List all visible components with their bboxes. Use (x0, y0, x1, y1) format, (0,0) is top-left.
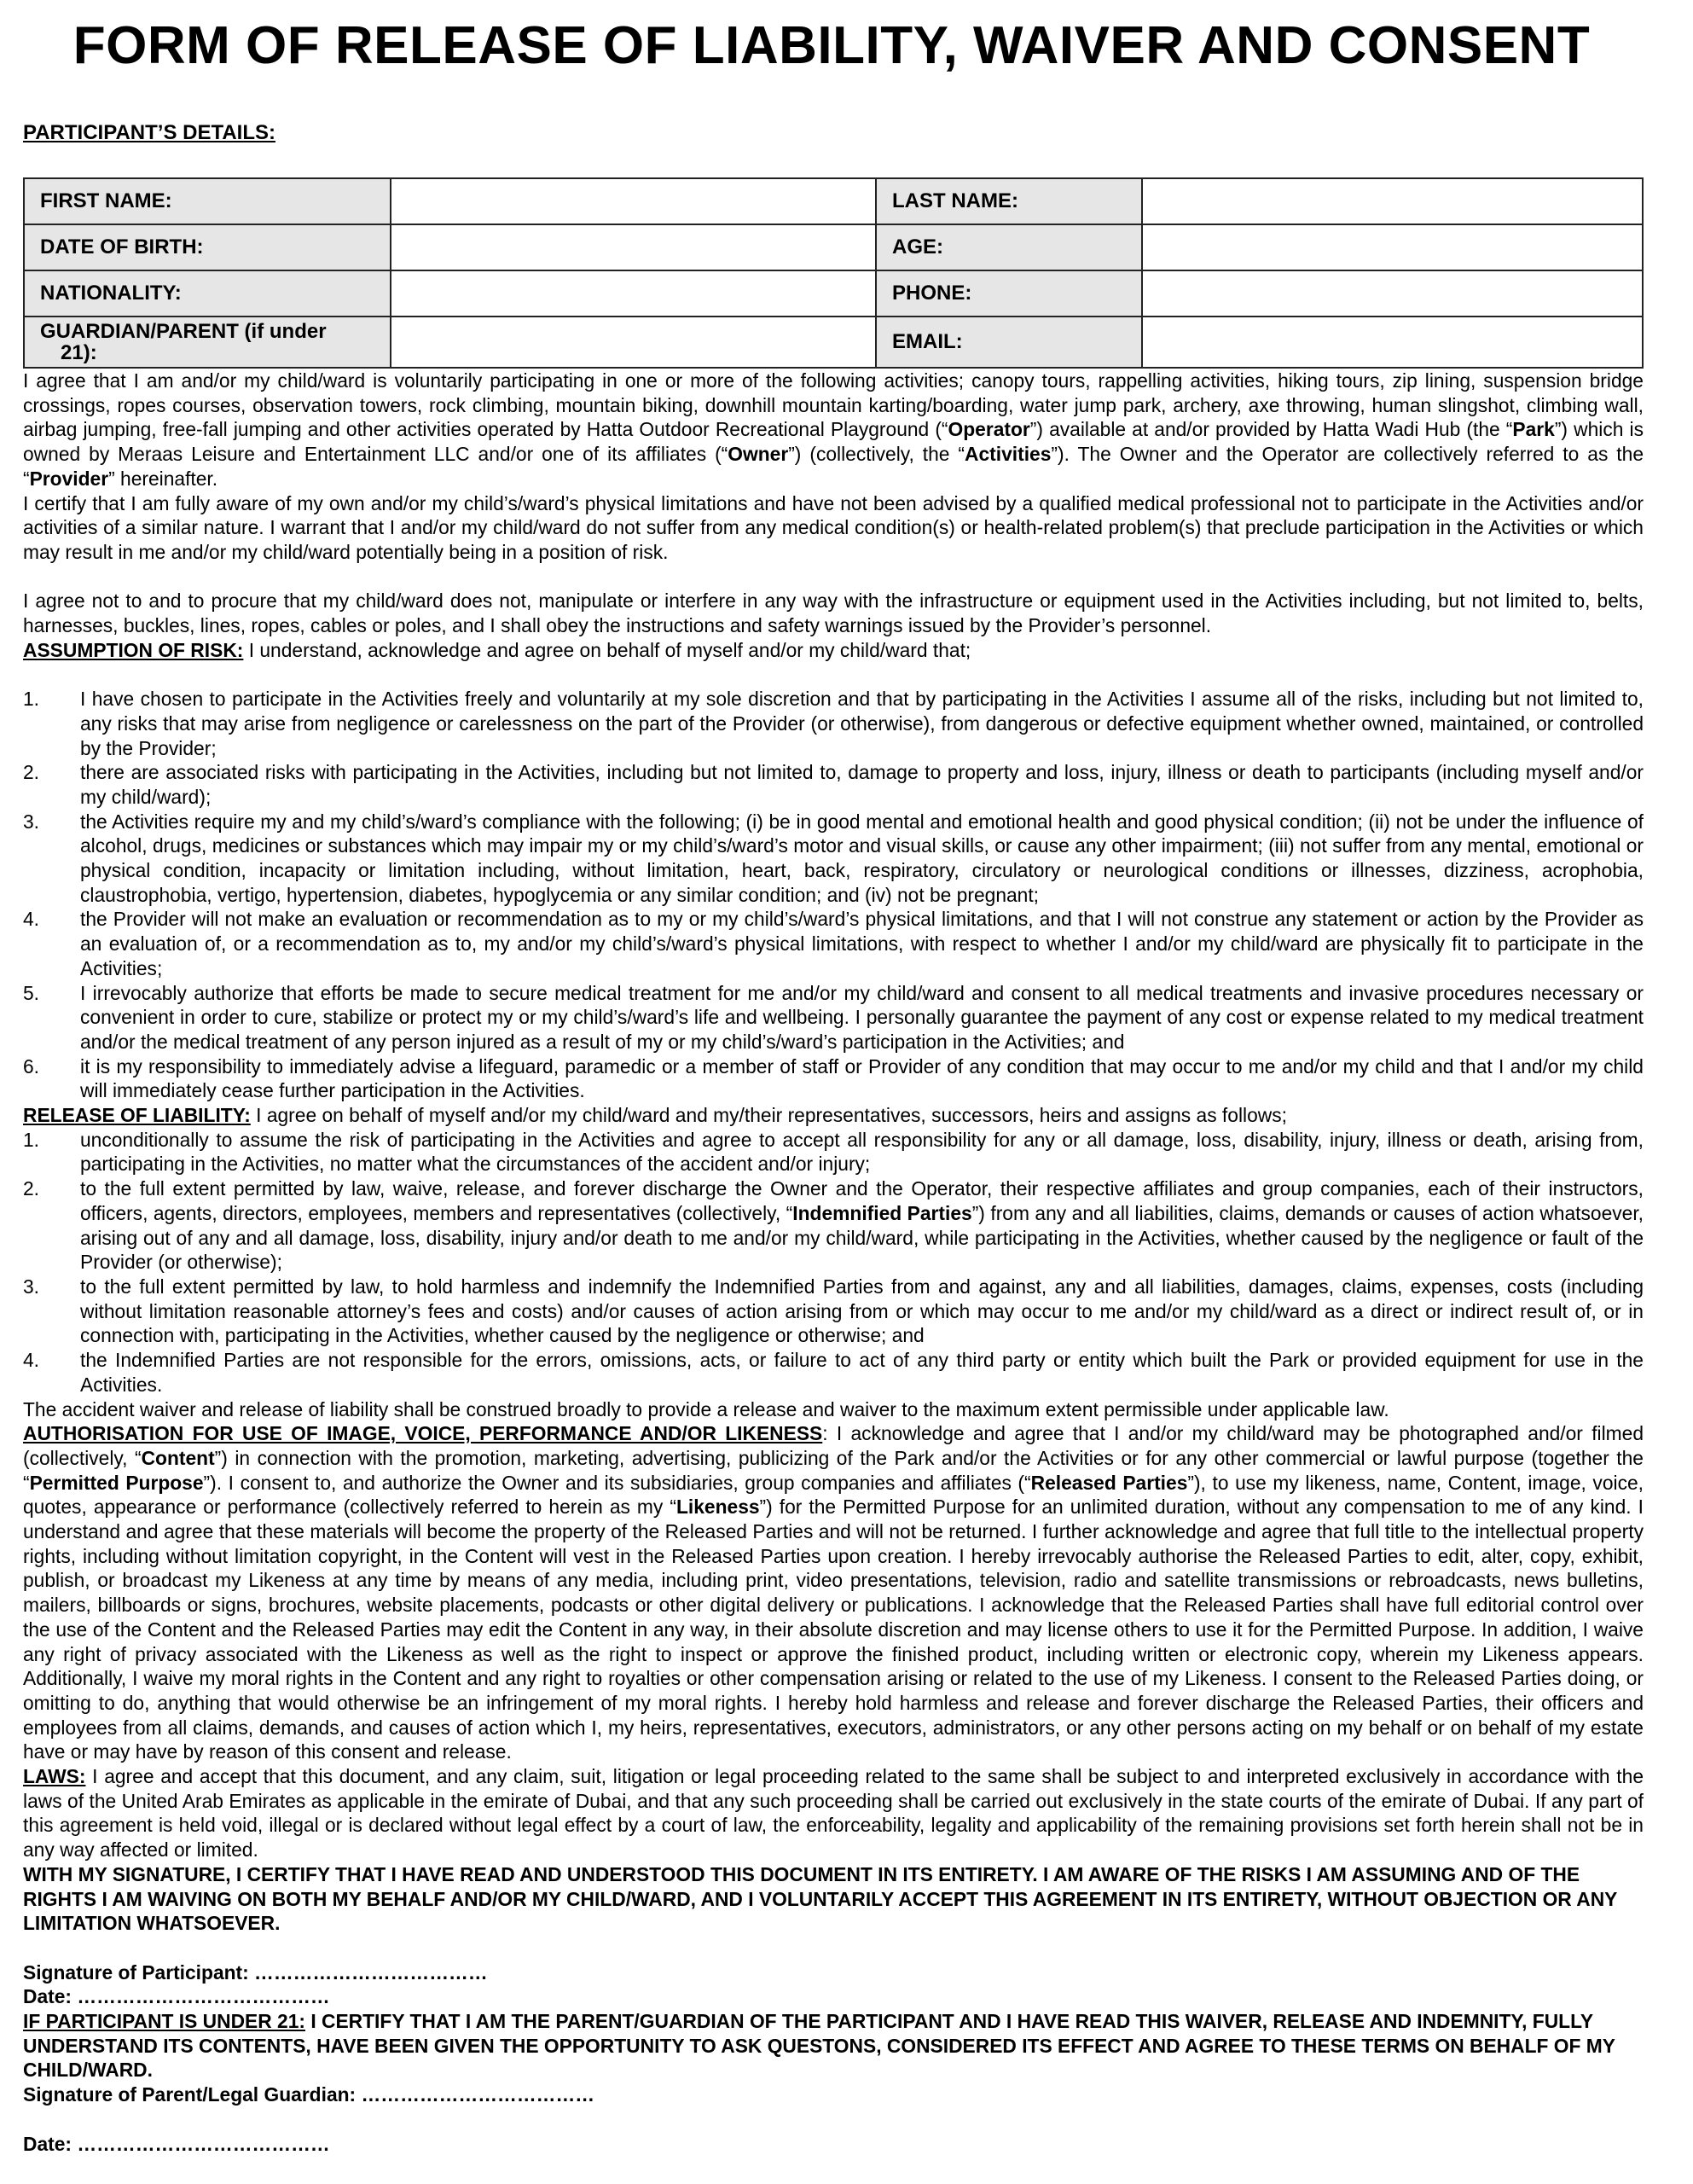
guardian-label-line2: 21): (61, 341, 97, 364)
table-row (24, 317, 1643, 368)
list-item: 3. to the full extent permitted by law, to hold harmless and indemnify the Indemnified Parties from and against, any and all liabilities, damages, claims, expenses, costs (including without limitation reasonable attorney’s fees and costs) and/or causes of action arising from or which may occur to me and/or my child/ward as a direct or indirect result of, or in connection with, participating in the Activities, whether caused by the negligence or otherwise; and (23, 1275, 1644, 1347)
email-field[interactable] (1142, 317, 1643, 368)
under-21-statement: IF PARTICIPANT IS UNDER 21: I CERTIFY THAT I AM THE PARENT/GUARDIAN OF THE PARTICIPANT AND I HAVE READ THIS WAIVER, RELEASE AND INDEMNITY, FULLY UNDERSTAND ITS CONTENTS, HAVE BEEN GIVEN THE OPPORTUNITY TO ASK QUESTONS, CONSIDERED ITS EFFECT AND AGREE TO THESE TERMS ON BEHALF OF MY CHILD/WARD. (23, 2010, 1615, 2082)
guardian-field[interactable] (391, 317, 876, 368)
authorisation-paragraph: AUTHORISATION FOR USE OF IMAGE, VOICE, PERFORMANCE AND/OR LIKENESS: I acknowledge and agree that I and/or my child/ward may be photographed and/or filmed (collectively, “Content”) in connection with the promotion, marketing, advertising, publicizing of the Park and/or the Activities or for any other commercial or lawful purpose (together the “Permitted Purpose”). I consent to, and authorize the Owner and its subsidiaries, group companies and affiliates (“Released Parties”), to use my likeness, name, Content, image, voice, quotes, appearance or performance (collectively referred to herein as my “Likeness”) for the Permitted Purpose for an unlimited duration, without any compensation to me of any kind. I understand and agree that these materials will become the property of the Released Parties and will not be returned. I further acknowledge and agree that full title to the intellectual property rights, including without limitation copyright, in the Content will vest in the Released Parties upon creation. I hereby irrevocably authorise the Released Parties to edit, alter, copy, exhibit, publish, or broadcast my Likeness at any time by means of any media, including print, video presentations, television, radio and satellite transmissions or rebroadcasts, news bulletins, mailers, billboards or signs, brochures, website placements, podcasts or other digital delivery or publications. I acknowledge that the Released Parties shall have full editorial control over the use of the Content and the Released Parties may edit the Content in any way, in their absolute discretion and may license others to use it for the Permitted Purpose. In addition, I waive any right of privacy associated with the Likeness as well as the right to inspect or approve the finished product, including written or electronic copy, wherein my Likeness appears. Additionally, I waive my moral rights in the Content and any right to royalties or other compensation arising or related to the use of my Likeness. I consent to the Released Parties doing, or omitting to do, anything that would otherwise be an infringement of my moral rights. I hereby hold harmless and release and forever discharge the Released Parties, their officers and employees from all claims, demands, and causes of action which I, my heirs, representatives, executors, administrators, or any other persons acting on my behalf or on behalf of my estate have or may have by reason of this consent and release. (23, 1422, 1644, 1763)
list-item: 5. I irrevocably authorize that efforts be made to secure medical treatment for me and/or my child/ward and consent to all medical treatments and invasive procedures necessary or convenient in order to cure, stabilize or protect my or my child’s/ward’s life and wellbeing. I personally guarantee the payment of any cost or expense related to my medical treatment and/or the medical treatment of any person injured as a result of my or my child’s/ward’s participation in the Activities; and (23, 981, 1644, 1053)
nationality-field[interactable] (391, 270, 876, 317)
table-row (24, 178, 1643, 224)
list-item: 1. unconditionally to assume the risk of participating in the Activities and agree to accept all responsibility for any or all damage, loss, disability, injury, illness or death, arising from, participating in the Activities, no matter what the circumstances of the accident and/or injury; (23, 1128, 1644, 1176)
release-of-liability-heading: RELEASE OF LIABILITY: (23, 1104, 251, 1127)
assumption-of-risk-lead: ASSUMPTION OF RISK: I understand, acknowledge and agree on behalf of myself and/or my child/ward that; (23, 638, 971, 661)
certification-statement: WITH MY SIGNATURE, I CERTIFY THAT I HAVE READ AND UNDERSTOOD THIS DOCUMENT IN ITS ENTIRETY. I AM AWARE OF THE RISKS I AM ASSUMING AND OF THE RIGHTS I AM WAIVING ON BOTH MY BEHALF AND/OR MY CHILD/WARD, AND I VOLUNTARILY ACCEPT THIS AGREEMENT IN ITS ENTIRETY, WITHOUT OBJECTION OR ANY LIMITATION WHATSOEVER. (23, 1862, 1617, 1935)
participant-signature-line[interactable]: Signature of Participant: ……………………………… (23, 1960, 488, 1984)
participant-details-label: PARTICIPANT’S DETAILS: (23, 121, 275, 144)
laws-heading: LAWS: (23, 1765, 86, 1788)
authorisation-heading: AUTHORISATION FOR USE OF IMAGE, VOICE, PERFORMANCE AND/OR LIKENESS (23, 1422, 823, 1445)
intro-paragraph-2: I certify that I am fully aware of my own and/or my child’s/ward’s physical limitations and have not been advised by a qualified medical professional not to participate in the Activities and/or activities of a similar nature. I warrant that I and/or my child/ward do not suffer from any medical condition(s) or health-related problem(s) that preclude participation in the Activities or which may result in me and/or my child/ward potentially being in a position of risk. (23, 491, 1644, 563)
guardian-signature-line[interactable]: Signature of Parent/Legal Guardian: ……………………………… (23, 2083, 595, 2106)
list-item: 3. the Activities require my and my child’s/ward’s compliance with the following; (i) be in good mental and emotional health and good physical condition; (ii) not be under the influence of alcohol, drugs, medicines or substances which may impair my or my child’s/ward’s motor and visual skills, or cause any other impairment; (iii) not suffer from any mental, emotional or physical condition, incapacity or limitation including, without limitation, heart, back, respiratory, circulatory or neurological conditions or illnesses, dizziness, acrophobia, claustrophobia, vertigo, hypertension, diabetes, hypoglycemia or any similar condition; and (iv) not be pregnant; (23, 810, 1644, 906)
nationality-label: NATIONALITY: (24, 270, 391, 317)
list-item: 2. to the full extent permitted by law, waive, release, and forever discharge the Owner and the Operator, their respective affiliates and group companies, each of their instructors, officers, agents, directors, employees, members and representatives (collectively, “Indemnified Parties”) from any and all liabilities, claims, demands or causes of action whatsoever, arising out of any and all damage, loss, disability, injury and/or death to me and/or my child/ward, while participating in the Activities, whether caused by the negligence or fault of the Provider (or otherwise); (23, 1177, 1644, 1274)
intro-paragraph-1: I agree that I am and/or my child/ward is voluntarily participating in one or more of the following activities; canopy tours, rappelling activities, hiking tours, zip lining, suspension bridge crossings, ropes courses, observation towers, rock climbing, mountain biking, downhill mountain karting/boarding, water jump park, archery, axe throwing, human slingshot, climbing wall, airbag jumping, free-fall jumping and other activities operated by Hatta Outdoor Recreational Playground (“Operator”) available at and/or provided by Hatta Wadi Hub (the “Park”) which is owned by Meraas Leisure and Entertainment LLC and/or one of its affiliates (“Owner”) (collectively, the “Activities”). The Owner and the Operator are collectively referred to as the “Provider” hereinafter. (23, 369, 1644, 490)
assumption-of-risk-heading: ASSUMPTION OF RISK: (23, 638, 244, 661)
under-21-heading: IF PARTICIPANT IS UNDER 21: (23, 2010, 305, 2033)
list-item: 6. it is my responsibility to immediately advise a lifeguard, paramedic or a member of staff or Provider of any condition that may occur to me and/or my child and that I and/or my child will immediately cease further participation in the Activities. (23, 1054, 1644, 1102)
assumption-list (23, 687, 1644, 1103)
date-of-birth-field[interactable] (391, 224, 876, 270)
last-name-field[interactable] (1142, 178, 1643, 224)
age-label: AGE: (876, 224, 1142, 270)
form-body (23, 369, 1644, 2156)
list-item: 1. I have chosen to participate in the Activities freely and voluntarily at my sole discretion and that by participating in the Activities I assume all of the risks, including but not limited to, any risks that may arise from negligence or carelessness on the part of the Provider (or otherwise), from dangerous or defective equipment whether owned, maintained, or controlled by the Provider; (23, 688, 1644, 759)
release-list (23, 1128, 1644, 1397)
list-item: 2. there are associated risks with participating in the Activities, including but not limited to, damage to property and loss, injury, illness or death to participants (including myself and/or my child/ward); (23, 761, 1644, 808)
participant-details-table (23, 177, 1644, 369)
last-name-label: LAST NAME: (876, 178, 1142, 224)
guardian-label-line1: GUARDIAN/PARENT (if under (40, 320, 327, 343)
phone-field[interactable] (1142, 270, 1643, 317)
participant-date-line[interactable]: Date: ………………………………… (23, 1985, 330, 2008)
form-title: FORM OF RELEASE OF LIABILITY, WAIVER AND CONSENT (72, 16, 1591, 75)
first-name-label: FIRST NAME: (24, 178, 391, 224)
release-of-liability-lead: RELEASE OF LIABILITY: I agree on behalf of myself and/or my child/ward and my/their representatives, successors, heirs and assigns as follows; (23, 1104, 1287, 1127)
table-row (24, 270, 1643, 317)
table-row (24, 224, 1643, 270)
first-name-field[interactable] (391, 178, 876, 224)
guardian-label (24, 317, 391, 368)
list-item: 4. the Provider will not make an evaluation or recommendation as to my or my child’s/ward’s physical limitations, and that I will not construe any statement or action by the Provider as an evaluation of, or a recommendation as to, my and/or my child’s/ward’s physical limitations, with respect to whether I and/or my child/ward are physically fit to participate in the Activities; (23, 908, 1644, 979)
release-closing: The accident waiver and release of liability shall be construed broadly to provide a release and waiver to the maximum extent permissible under applicable law. (23, 1397, 1389, 1420)
phone-label: PHONE: (876, 270, 1142, 317)
list-item: 4. the Indemnified Parties are not responsible for the errors, omissions, acts, or failure to act of any third party or entity which built the Park or provided equipment for use in the Activities. (23, 1349, 1644, 1396)
laws-paragraph: LAWS: I agree and accept that this document, and any claim, suit, litigation or legal proceeding related to the same shall be subject to and interpreted exclusively in accordance with the laws of the United Arab Emirates as applicable in the emirate of Dubai, and that any such proceeding shall be carried out exclusively in the state courts of the emirate of Dubai. If any part of this agreement is held void, illegal or is declared without legal effect by a court of law, the enforceability, legality and applicability of the remaining provisions set forth herein shall not be in any way affected or limited. (23, 1765, 1644, 1862)
email-label: EMAIL: (876, 317, 1142, 368)
date-of-birth-label: DATE OF BIRTH: (24, 224, 391, 270)
age-field[interactable] (1142, 224, 1643, 270)
guardian-date-line[interactable]: Date: ………………………………… (23, 2132, 330, 2155)
intro-paragraph-3: I agree not to and to procure that my child/ward does not, manipulate or interfere in any way with the infrastructure or equipment used in the Activities including, but not limited to, belts, harnesses, buckles, lines, ropes, cables or poles, and I shall obey the instructions and safety warnings issued by the Provider’s personnel. (23, 590, 1644, 637)
